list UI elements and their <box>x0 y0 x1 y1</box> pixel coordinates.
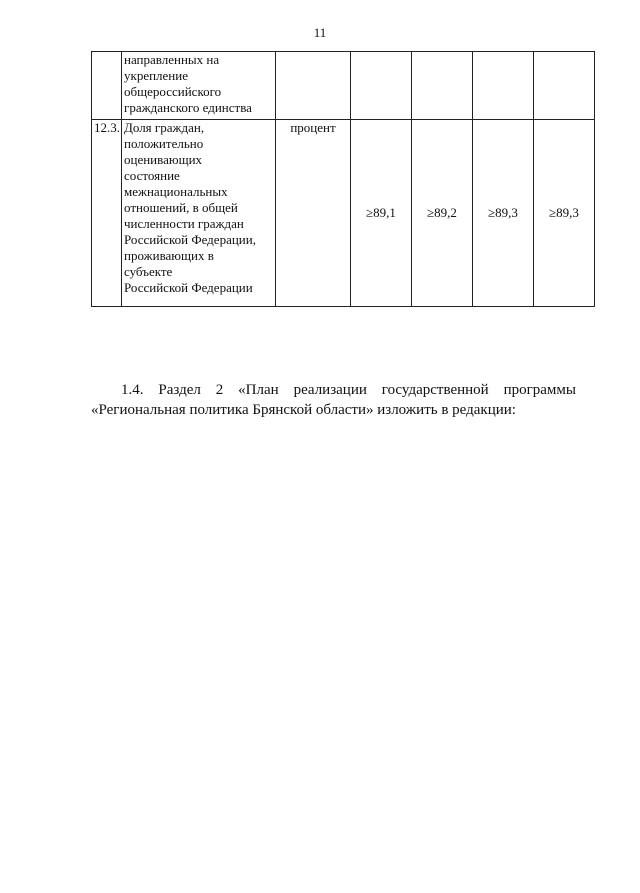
value-cell <box>534 52 595 120</box>
unit-cell: процент <box>276 120 351 307</box>
indicator-name-line: проживающих в <box>124 248 214 263</box>
indicator-name-line: Российской Федерации <box>124 280 253 295</box>
page-number: 11 <box>313 25 327 40</box>
table-row <box>92 120 595 307</box>
value-cell: ≥89,3 <box>473 120 534 307</box>
indicator-name-line: положительно <box>124 136 204 151</box>
indicator-name-line: Доля граждан, <box>124 120 205 135</box>
unit-cell <box>276 52 351 120</box>
indicator-name-cell <box>122 52 276 120</box>
indicator-name-line: субъекте <box>124 264 173 279</box>
indicator-name-line: гражданского единства <box>124 100 252 115</box>
indicator-name-line: укрепление <box>124 68 188 83</box>
value-cell: ≥89,1 <box>351 120 412 307</box>
paragraph-line: 1.4. Раздел 2 «План реализации государственной программы <box>121 382 576 398</box>
indicator-name-line: состояние <box>124 168 180 183</box>
indicator-name-line: Российской Федерации, <box>124 232 256 247</box>
indicator-name-line: общероссийского <box>124 84 222 99</box>
value-cell: ≥89,2 <box>412 120 473 307</box>
value-cell <box>473 52 534 120</box>
indicator-name-line: межнациональных <box>124 184 228 199</box>
indicator-name-line: направленных на <box>124 52 220 67</box>
value-cell <box>412 52 473 120</box>
row-number-cell <box>92 52 122 120</box>
indicator-name-cell <box>122 120 276 307</box>
value-cell: ≥89,3 <box>534 120 595 307</box>
indicators-table <box>91 51 595 307</box>
indicator-name-line: численности граждан <box>124 216 244 231</box>
indicator-name-line: оценивающих <box>124 152 203 167</box>
table-row <box>92 52 595 120</box>
indicator-name-line: отношений, в общей <box>124 200 238 215</box>
amendment-paragraph <box>91 380 576 420</box>
row-number-cell: 12.3. <box>92 120 122 307</box>
value-cell <box>351 52 412 120</box>
paragraph-line: «Региональная политика Брянской области» изложить в редакции: <box>91 402 516 418</box>
